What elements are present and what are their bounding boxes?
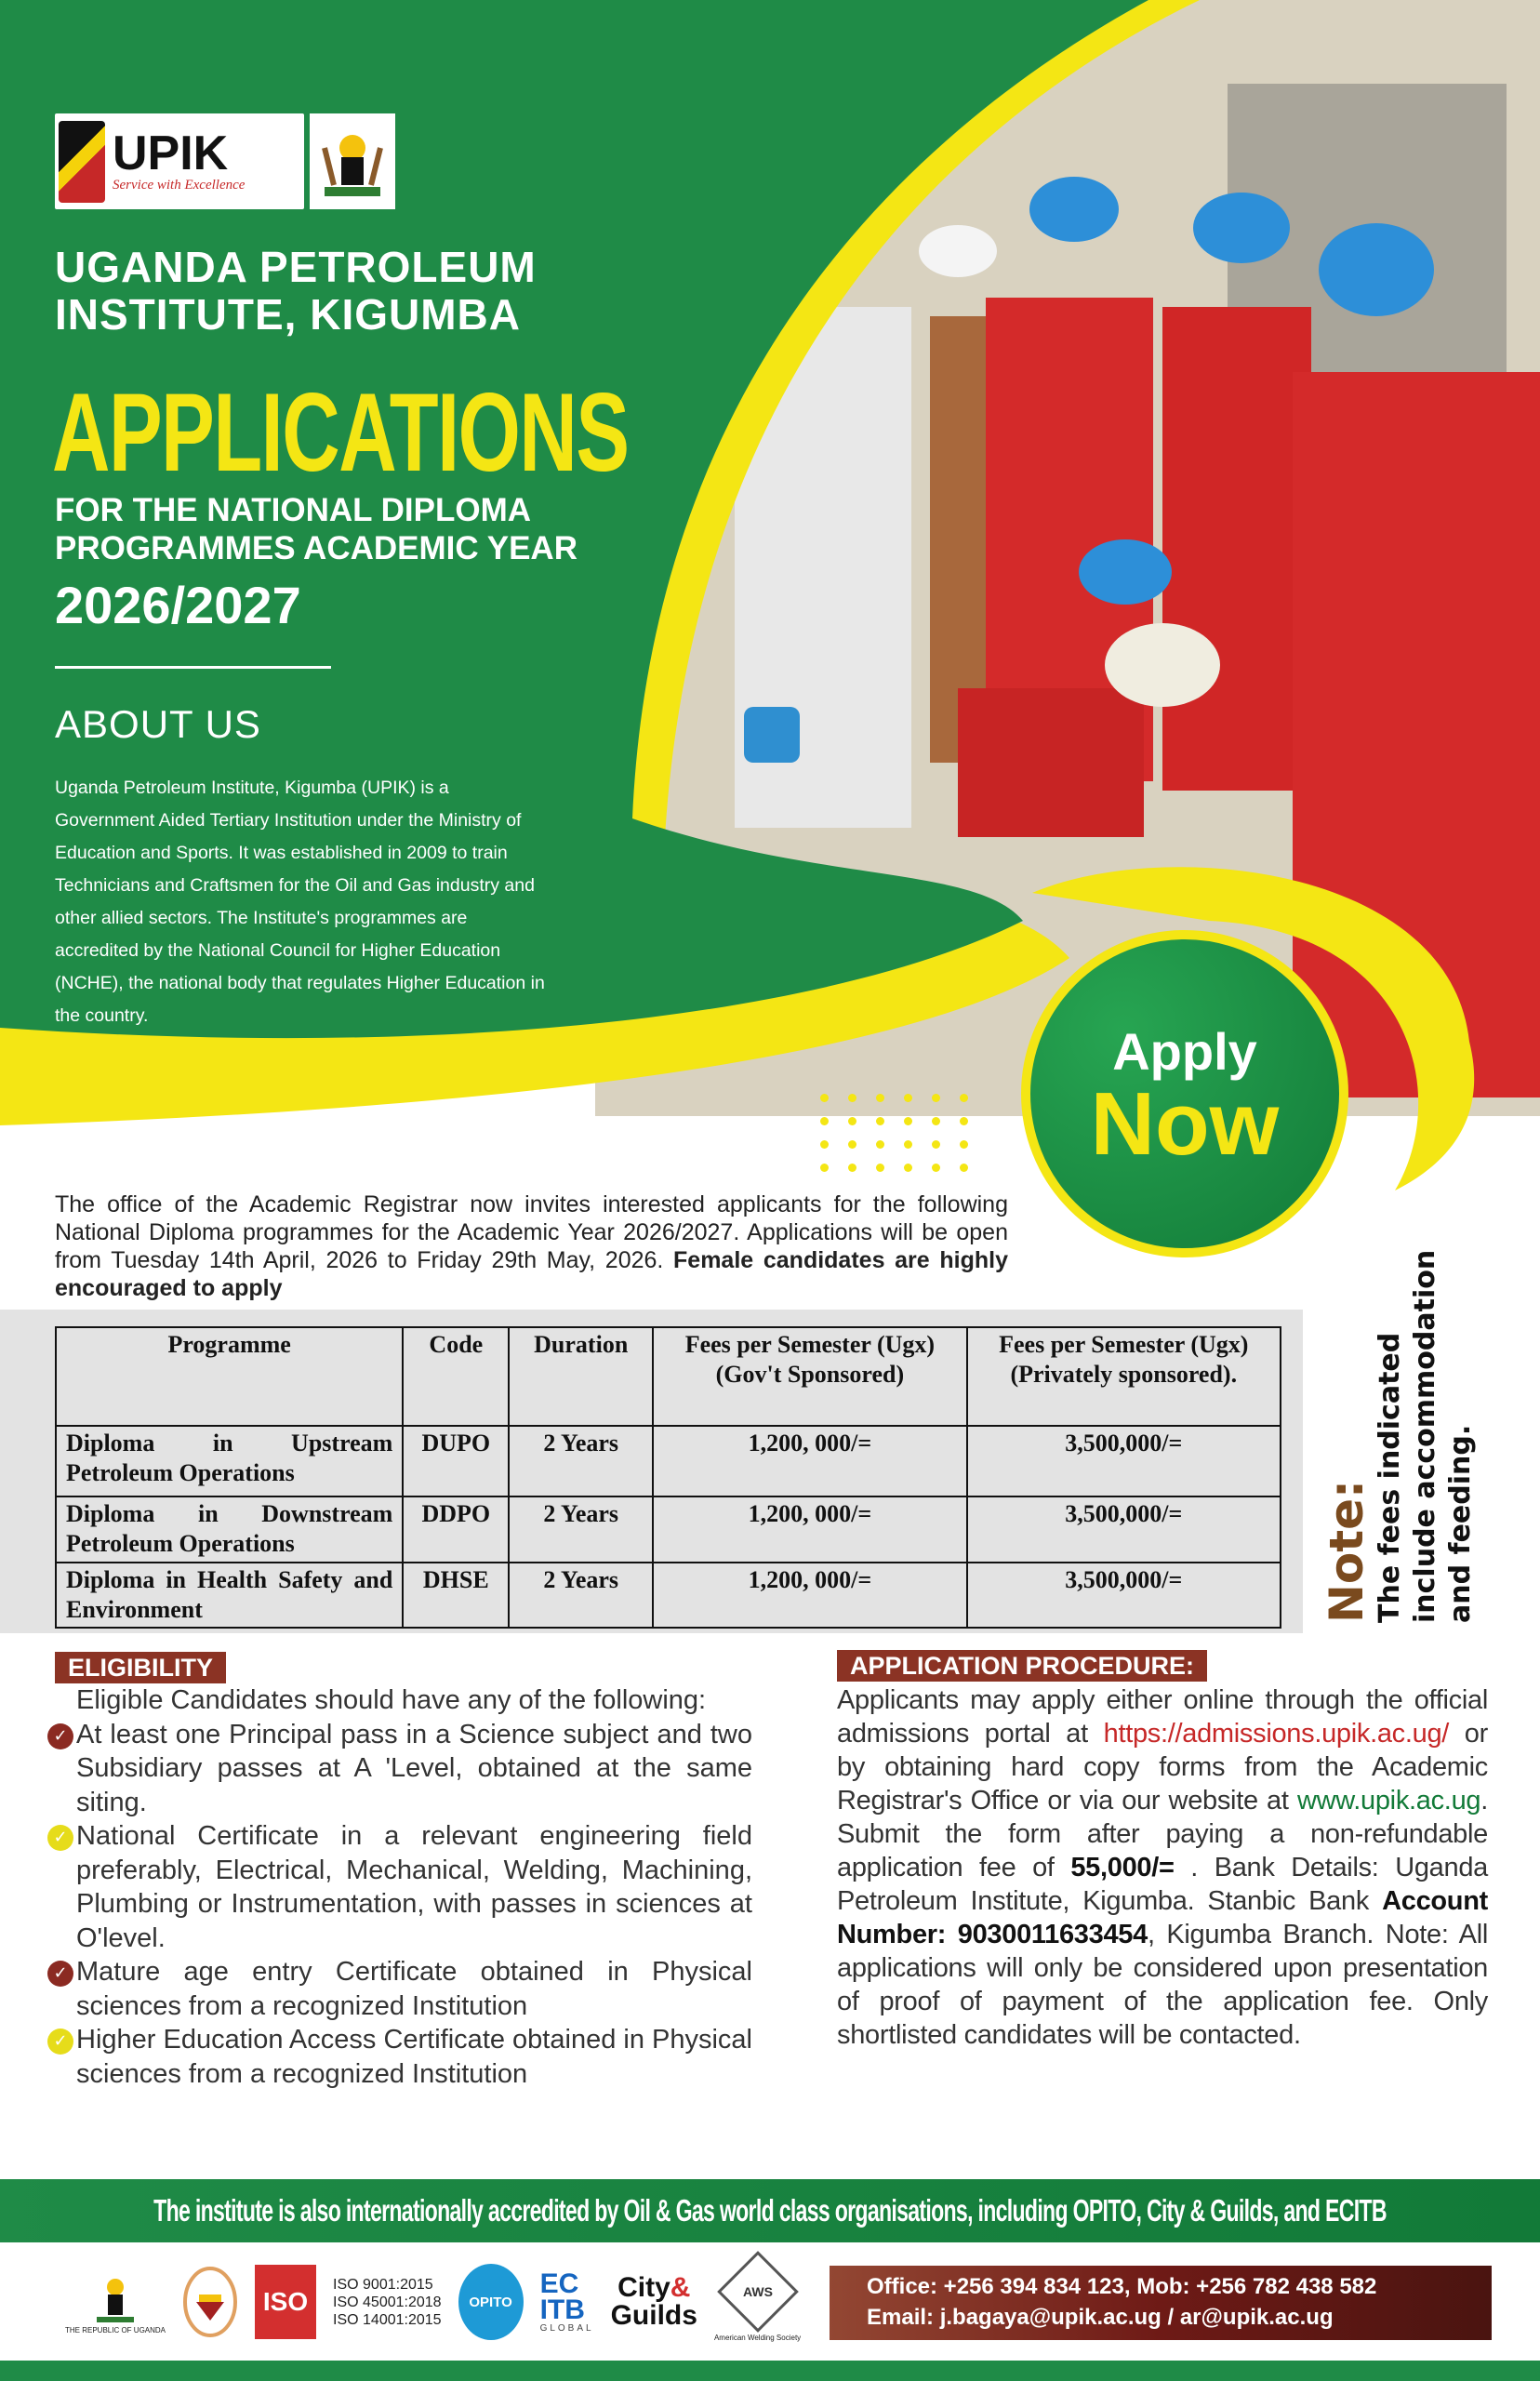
procedure-text-part: . Bank Details: Uganda Petroleum Institute, Kigumba. Stanbic Bank xyxy=(837,1853,1488,1916)
programme-cell: Diploma in Health Safety and Environment xyxy=(56,1563,403,1628)
procedure-text xyxy=(837,1683,1488,2052)
duration-cell: 2 Years xyxy=(509,1496,653,1563)
partner-logos xyxy=(65,2255,801,2348)
opito-logo: OPITO xyxy=(458,2264,524,2340)
accreditation-banner xyxy=(0,2179,1540,2242)
procedure-heading: APPLICATION PROCEDURE: xyxy=(837,1650,1207,1682)
contact-box xyxy=(830,2266,1492,2340)
column-header: Code xyxy=(403,1327,509,1426)
admissions-portal-link[interactable]: https://admissions.upik.ac.ug/ xyxy=(1103,1719,1450,1749)
column-header: Duration xyxy=(509,1327,653,1426)
skilling-logo-icon xyxy=(182,2265,238,2339)
application-fee: 55,000/= xyxy=(1070,1853,1175,1882)
apply-now-badge[interactable] xyxy=(1021,930,1348,1257)
list-item xyxy=(55,1819,752,1955)
dot-grid-decoration xyxy=(820,1094,969,1172)
coat-of-arms-icon xyxy=(92,2270,139,2326)
footer-strip xyxy=(0,2361,1540,2381)
city-guilds-logo xyxy=(611,2274,697,2330)
aws-logo xyxy=(714,2263,801,2342)
accreditation-text: The institute is also internationally accredited by Oil & Gas world class organisations, including OPITO, City & Guilds, and ECITB xyxy=(153,2193,1387,2228)
table-header-row xyxy=(56,1327,1281,1426)
ecitb-text: EC xyxy=(539,2268,579,2299)
headline: APPLICATIONS xyxy=(52,370,629,495)
eligibility-item: At least one Principal pass in a Science subject and two Subsidiary passes at A 'Level, obtained at the same siting. xyxy=(76,1719,752,1817)
iso-standard: ISO 14001:2015 xyxy=(333,2311,442,2328)
iso-standard: ISO 9001:2015 xyxy=(333,2276,433,2293)
contact-email: Email: j.bagaya@upik.ac.ug / ar@upik.ac.ug xyxy=(867,2305,1334,2330)
code-cell: DDPO xyxy=(403,1496,509,1563)
private-fee-cell: 3,500,000/= xyxy=(967,1496,1281,1563)
check-icon: ✓ xyxy=(47,2029,73,2055)
column-header: Fees per Semester (Ugx) (Gov't Sponsored) xyxy=(653,1327,966,1426)
column-header: Fees per Semester (Ugx) (Privately sponsored). xyxy=(967,1327,1281,1426)
ecitb-global: GLOBAL xyxy=(539,2322,594,2334)
subheadline-line: FOR THE NATIONAL DIPLOMA xyxy=(55,492,532,528)
programme-cell: Diploma in Downstream Petroleum Operations xyxy=(56,1496,403,1563)
eligibility-item: National Certificate in a relevant engineering field preferably, Electrical, Mechanical, Welding, Machining, Plumbing or Instrumentation, with passes in sciences at O'level. xyxy=(76,1821,752,1953)
aws-text: AWS xyxy=(742,2283,773,2299)
upik-emblem-icon xyxy=(59,121,105,203)
procedure-text-part: . Submit the form after paying a non-refundable application fee of xyxy=(837,1786,1488,1882)
about-heading: ABOUT US xyxy=(55,702,261,746)
list-item xyxy=(55,1718,752,1820)
code-cell: DUPO xyxy=(403,1426,509,1496)
iso-standards xyxy=(333,2276,442,2329)
now-label: Now xyxy=(1090,1073,1280,1174)
upik-logo xyxy=(55,113,395,209)
intro-paragraph xyxy=(55,1190,1008,1302)
uganda-coat-of-arms-logo xyxy=(65,2270,166,2334)
procedure-text-part: , Kigumba Branch. Note: All applications will only be considered upon presentation of proof of payment of the application fee. Only shortlisted candidates will be contacted. xyxy=(837,1920,1488,2050)
iso-logo: ISO xyxy=(255,2265,316,2339)
list-item xyxy=(55,1955,752,2023)
procedure-text-part: Applicants may apply either online through the official admissions portal at xyxy=(837,1685,1488,1749)
ecitb-text: ITB xyxy=(539,2294,585,2325)
website-link[interactable]: www.upik.ac.ug xyxy=(1296,1786,1481,1816)
eligibility-section xyxy=(55,1683,752,2091)
code-cell: DHSE xyxy=(403,1563,509,1628)
gov-fee-cell: 1,200, 000/= xyxy=(653,1563,966,1628)
intro-text: The office of the Academic Registrar now invites interested applicants for the following National Diploma programmes for the Academic Year 2026/2027. Applications will be open from Tuesday 14th April, 2026 to Friday 29th May, 2026. xyxy=(55,1191,1008,1273)
aws-diamond-icon xyxy=(717,2251,799,2333)
intro-emphasis: Female candidates are highly encouraged to apply xyxy=(55,1247,1008,1301)
about-text: Uganda Petroleum Institute, Kigumba (UPIK) is a Government Aided Tertiary Institution under the Ministry of Education and Sports. It was established in 2009 to train Technicians and Craftsmen for the Oil and Gas industry and other allied sectors. The Institute's programmes are accredited by the National Council for Higher Education (NCHE), the national body that regulates Higher Education in the country. xyxy=(55,778,545,1026)
check-icon: ✓ xyxy=(47,1825,73,1851)
column-header: Programme xyxy=(56,1327,403,1426)
institute-name-line: INSTITUTE, KIGUMBA xyxy=(55,289,521,339)
check-icon: ✓ xyxy=(47,1961,73,1987)
subheadline xyxy=(55,491,578,568)
programme-cell: Diploma in Upstream Petroleum Operations xyxy=(56,1426,403,1496)
duration-cell: 2 Years xyxy=(509,1426,653,1496)
note-label: Note: xyxy=(1320,1479,1374,1623)
academic-year: 2026/2027 xyxy=(55,576,301,634)
private-fee-cell: 3,500,000/= xyxy=(967,1563,1281,1628)
table-row xyxy=(56,1563,1281,1628)
cg-text: City xyxy=(617,2272,670,2303)
gov-fee-cell: 1,200, 000/= xyxy=(653,1426,966,1496)
eligibility-item: Mature age entry Certificate obtained in Physical sciences from a recognized Institution xyxy=(76,1957,752,2021)
programmes-table xyxy=(55,1326,1281,1629)
eligibility-item: Higher Education Access Certificate obtained in Physical sciences from a recognized Institution xyxy=(76,2025,752,2089)
table-row xyxy=(56,1426,1281,1496)
aws-name: American Welding Society xyxy=(713,2333,802,2342)
institute-name-line: UGANDA PETROLEUM xyxy=(55,243,537,291)
logo-name: UPIK xyxy=(113,126,229,180)
uganda-label: THE REPUBLIC OF UGANDA xyxy=(65,2325,166,2334)
eligibility-heading: ELIGIBILITY xyxy=(55,1652,226,1683)
iso-standard: ISO 45001:2018 xyxy=(333,2294,442,2310)
table-row xyxy=(56,1496,1281,1563)
cg-text: Guilds xyxy=(610,2300,697,2331)
private-fee-cell: 3,500,000/= xyxy=(967,1426,1281,1496)
apply-label: Apply xyxy=(1112,1021,1257,1081)
ecitb-logo xyxy=(539,2268,594,2334)
check-icon: ✓ xyxy=(47,1723,73,1749)
list-item xyxy=(55,2023,752,2091)
uganda-coat-of-arms-icon xyxy=(310,113,395,209)
upik-logo-mark xyxy=(55,113,304,209)
contact-phones: Office: +256 394 834 123, Mob: +256 782 438 582 xyxy=(867,2274,1377,2299)
duration-cell: 2 Years xyxy=(509,1563,653,1628)
account-number: Account Number: 9030011633454 xyxy=(837,1886,1488,1949)
divider xyxy=(55,666,331,669)
institute-name xyxy=(55,244,537,338)
eligibility-lead: Eligible Candidates should have any of the following: xyxy=(76,1685,707,1715)
logo-slogan: Service with Excellence xyxy=(113,178,246,193)
cg-ampersand: & xyxy=(670,2272,691,2303)
procedure-text-part: or by obtaining hard copy forms from the Academic Registrar's Office or via our website at xyxy=(837,1719,1488,1816)
note-text: The fees indicated include accommodation and feeding. xyxy=(1374,1249,1477,1623)
subheadline-line: PROGRAMMES ACADEMIC YEAR xyxy=(55,530,578,567)
fees-note xyxy=(1321,1209,1488,1623)
gov-fee-cell: 1,200, 000/= xyxy=(653,1496,966,1563)
